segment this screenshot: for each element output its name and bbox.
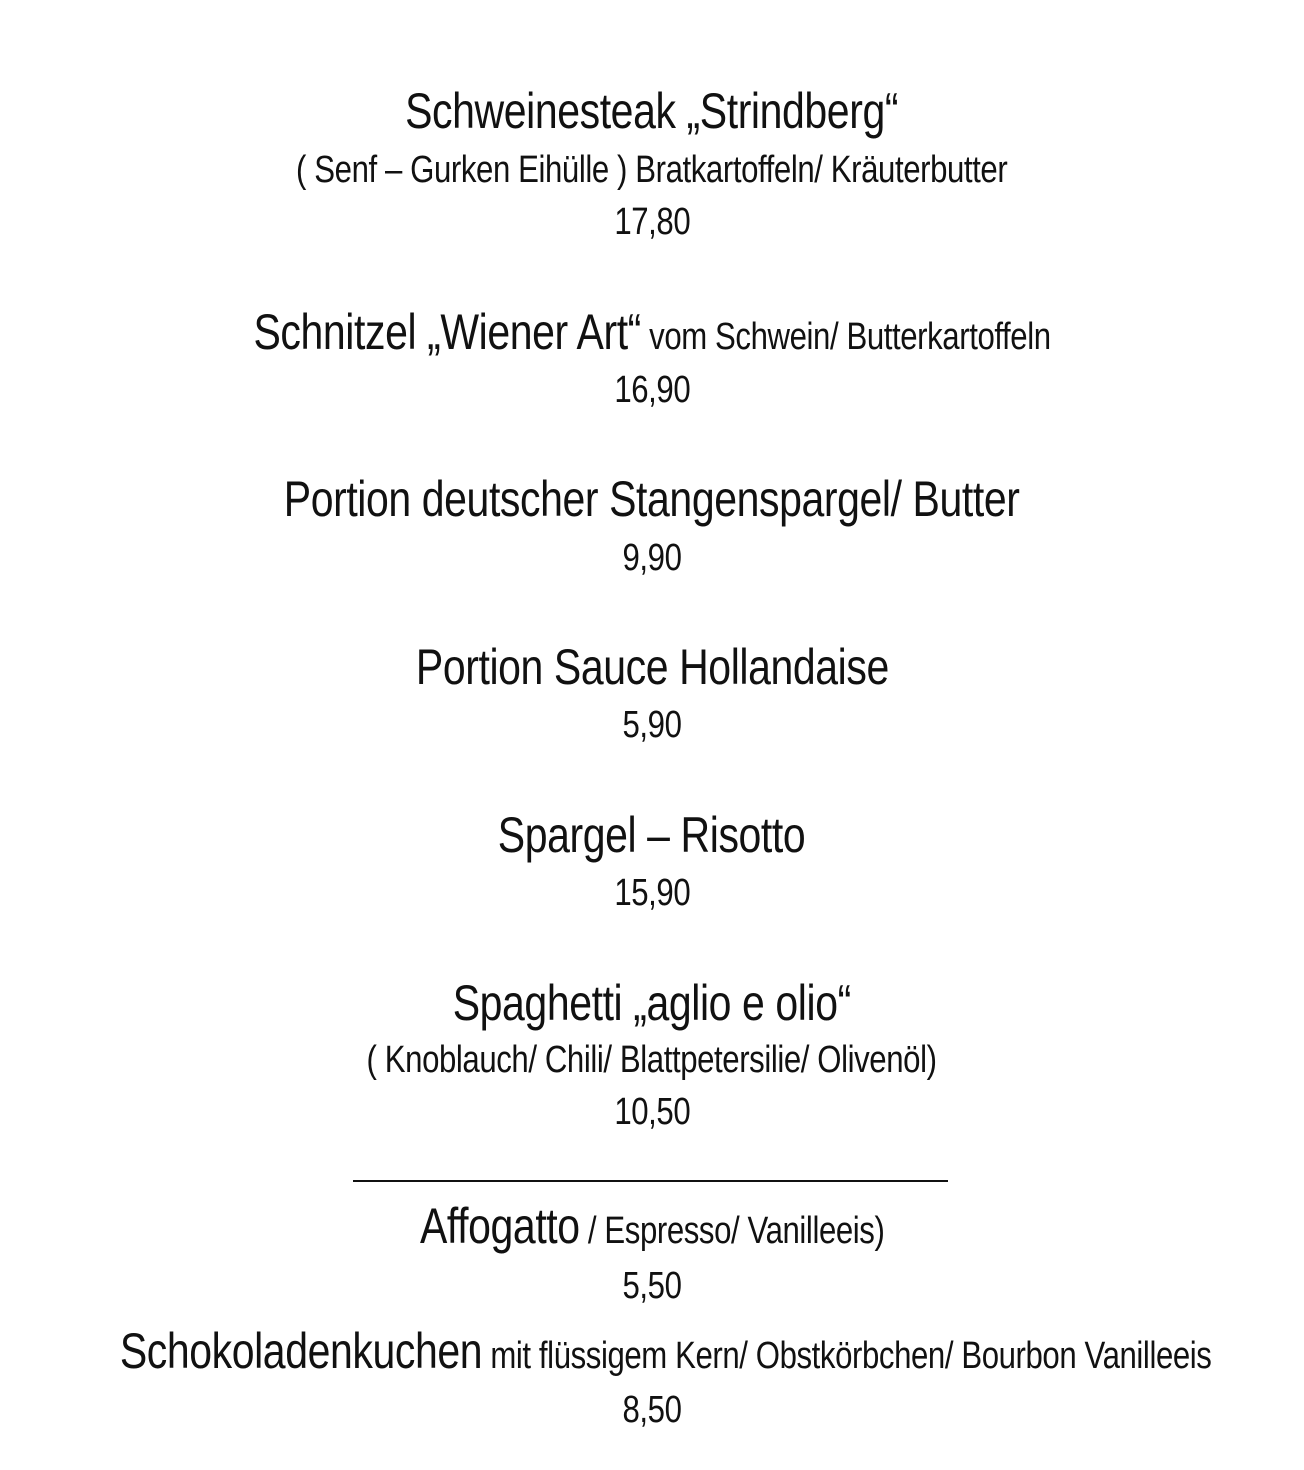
menu-item-name: Portion deutscher Stangenspargel/ Butter bbox=[284, 471, 1020, 527]
menu-item-price-text: 5,90 bbox=[622, 704, 682, 746]
menu-item-price-text: 17,80 bbox=[614, 201, 690, 243]
dessert-item-inline-description: / Espresso/ Vanilleeis) bbox=[579, 1210, 885, 1252]
section-divider bbox=[353, 1180, 948, 1182]
menu-item-title-group bbox=[253, 304, 1051, 360]
dessert-item-title bbox=[0, 1198, 1304, 1254]
menu-item-name: Schweinesteak „Strindberg“ bbox=[405, 83, 899, 139]
menu-item-description bbox=[0, 151, 1304, 189]
menu-item-price-text: 10,50 bbox=[614, 1091, 690, 1133]
menu-item-title bbox=[0, 471, 1304, 527]
menu-item-price bbox=[0, 1093, 1304, 1131]
menu-item-price-text: 15,90 bbox=[614, 872, 690, 914]
menu-item-price bbox=[0, 874, 1304, 912]
menu-item-description bbox=[0, 1041, 1304, 1079]
dessert-title-group bbox=[119, 1323, 1212, 1379]
menu-item-price-text: 16,90 bbox=[614, 369, 690, 411]
dessert-title-group bbox=[419, 1198, 885, 1254]
menu-item-description-text: ( Knoblauch/ Chili/ Blattpetersilie/ Olivenöl) bbox=[366, 1039, 937, 1081]
menu-item-title bbox=[0, 83, 1304, 139]
menu-item-title bbox=[0, 639, 1304, 695]
dessert-item-price bbox=[0, 1391, 1304, 1429]
dessert-item-price bbox=[0, 1267, 1304, 1305]
menu-item-name: Portion Sauce Hollandaise bbox=[415, 639, 889, 695]
menu-item-title bbox=[0, 975, 1304, 1031]
menu-item-price bbox=[0, 539, 1304, 577]
menu-item-description-text: ( Senf – Gurken Eihülle ) Bratkartoffeln/ Kräuterbutter bbox=[296, 149, 1008, 191]
menu-item-name: Spargel – Risotto bbox=[498, 807, 806, 863]
menu-item-price bbox=[0, 706, 1304, 744]
menu-item-inline-description: vom Schwein/ Butterkartoffeln bbox=[640, 316, 1051, 358]
menu-item-price bbox=[0, 203, 1304, 241]
dessert-item-inline-description: mit flüssigem Kern/ Obstkörbchen/ Bourbon Vanilleeis bbox=[482, 1335, 1212, 1377]
menu-item-name: Schnitzel „Wiener Art“ bbox=[253, 304, 641, 360]
dessert-item-price-text: 5,50 bbox=[622, 1265, 682, 1307]
menu-item-price-text: 9,90 bbox=[622, 537, 682, 579]
menu-item-title bbox=[0, 807, 1304, 863]
menu-item-title bbox=[0, 304, 1304, 360]
dessert-item-name: Affogatto bbox=[419, 1198, 580, 1254]
menu-item-name: Spaghetti „aglio e olio“ bbox=[452, 975, 852, 1031]
menu-item-price bbox=[0, 371, 1304, 409]
dessert-item-price-text: 8,50 bbox=[622, 1389, 682, 1431]
dessert-item-name: Schokoladenkuchen bbox=[119, 1323, 483, 1379]
dessert-item-title bbox=[0, 1323, 1304, 1379]
